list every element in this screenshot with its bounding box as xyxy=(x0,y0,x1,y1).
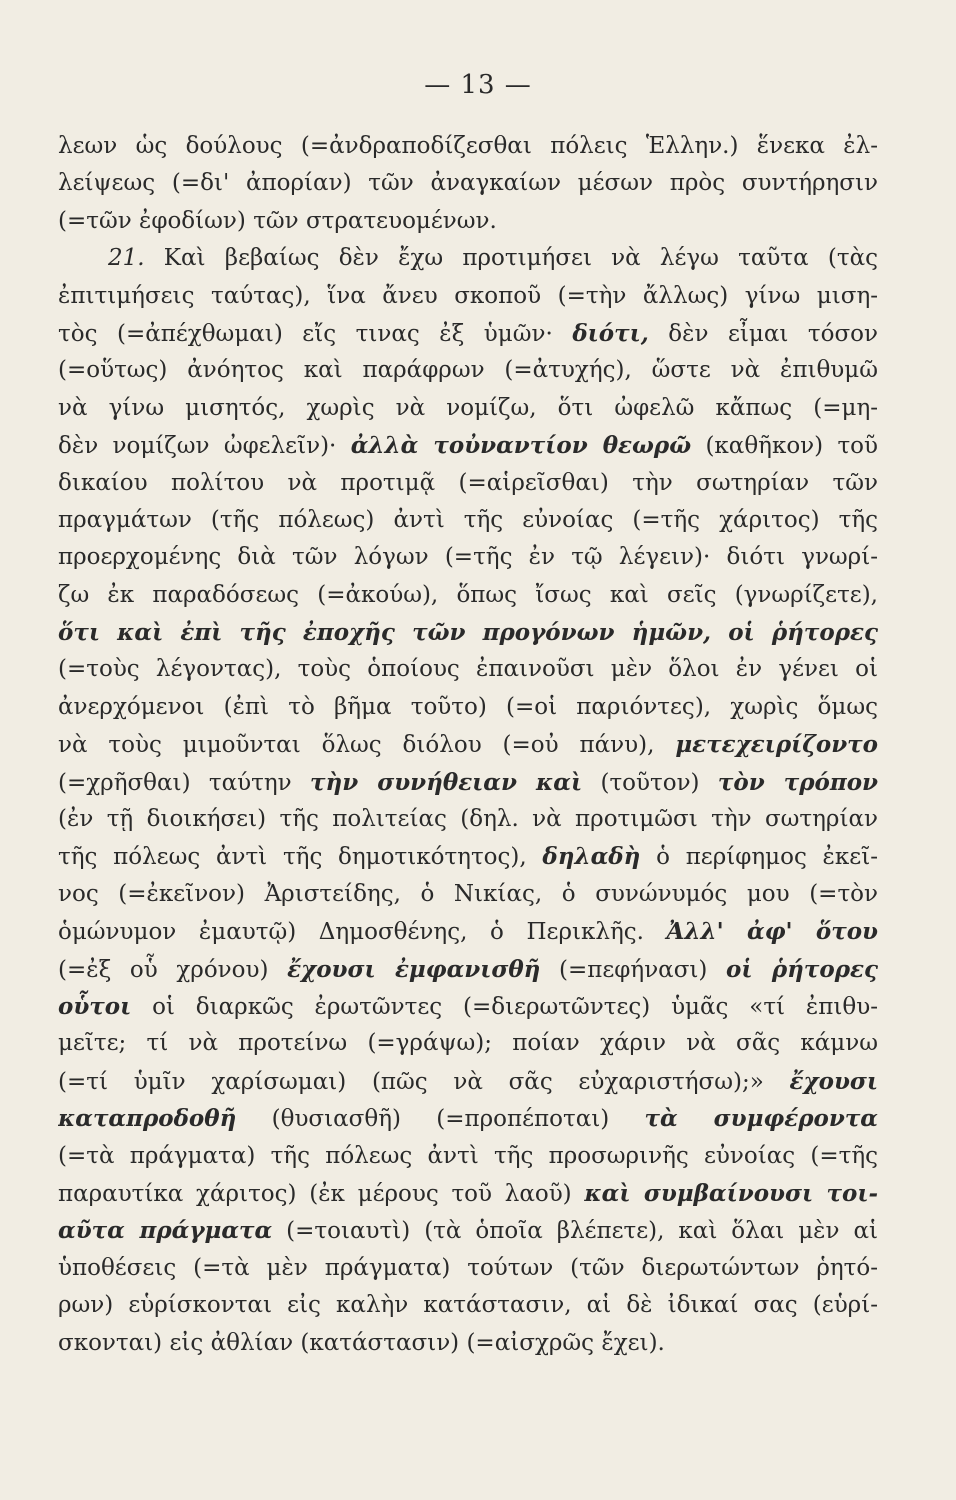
text-line xyxy=(58,352,878,389)
text-segment: (=τί ὑμῖν χαρίσωμαι) (πῶς νὰ σᾶς εὐχαριστήσω);» xyxy=(58,1068,790,1095)
text-line xyxy=(58,240,878,277)
text-segment: (=τοὺς λέγοντας), τοὺς ὁποίους ἐπαινοῦσι μὲν ὅλοι ἐν γένει οἱ xyxy=(58,656,878,683)
emphasis-text: οἱ ῥήτορες xyxy=(726,955,878,983)
text-line xyxy=(58,465,878,502)
text-line xyxy=(58,1138,878,1175)
text-segment: Καὶ βεβαίως δὲν ἔχω προτιμήσει νὰ λέγω ταῦτα (τὰς xyxy=(144,245,878,272)
text-segment: τὸς (=ἀπέχθωμαι) εἴς τινας ἐξ ὑμῶν· xyxy=(58,320,573,347)
text-line xyxy=(58,315,878,352)
section-number: 21. xyxy=(108,245,145,272)
text-segment: (τοῦτον) xyxy=(582,769,718,796)
text-segment: μεῖτε; τί νὰ προτείνω (=γράψω); ποίαν χάριν νὰ σᾶς κάμνω xyxy=(58,1030,878,1057)
text-segment: δὲν εἶμαι τόσον xyxy=(648,320,878,347)
text-line xyxy=(58,427,878,464)
text-segment: λεων ὡς δούλους (=ἀνδραποδίζεσθαι πόλεις Ἑλλην.) ἕνεκα ἐλ- xyxy=(58,133,878,159)
text-line xyxy=(58,764,878,801)
text-segment: τῆς πόλεως ἀντὶ τῆς δημοτικότητος), xyxy=(58,844,543,871)
text-line xyxy=(58,128,878,165)
emphasis-text: τὴν συνήθειαν καὶ xyxy=(310,768,583,796)
text-segment: νὰ γίνω μισητός, χωρὶς νὰ νομίζω, ὅτι ὠφελῶ κἄπως (=μη- xyxy=(58,394,878,421)
text-line xyxy=(58,726,878,763)
text-line xyxy=(58,913,878,950)
text-line xyxy=(58,838,878,875)
text-line xyxy=(58,203,878,240)
emphasis-text: διότι, xyxy=(572,319,649,347)
text-line xyxy=(58,539,878,576)
text-line xyxy=(58,1287,878,1324)
text-segment: (=χρῆσθαι) ταύτην xyxy=(58,769,311,796)
text-segment: (=ἐξ οὗ χρόνου) xyxy=(58,956,288,983)
text-segment: ἐπιτιμήσεις ταύτας), ἵνα ἄνευ σκοποῦ (=τὴν ἄλλως) γίνω μιση- xyxy=(58,282,878,309)
text-segment: (ἐν τῇ διοικήσει) τῆς πολιτείας (δηλ. νὰ προτιμῶσι τὴν σωτηρίαν xyxy=(58,806,878,833)
text-segment: ὁμώνυμον ἐμαυτῷ) Δημοσθένης, ὁ Περικλῆς. xyxy=(58,919,667,946)
text-line xyxy=(58,1250,878,1287)
text-line xyxy=(58,689,878,726)
text-segment: δικαίου πολίτου νὰ προτιμᾷ (=αἱρεῖσθαι) τὴν σωτηρίαν τῶν xyxy=(58,469,878,496)
emphasis-text: καταπροδοθῆ xyxy=(58,1105,237,1133)
page-number: — 13 — xyxy=(424,70,532,100)
text-segment: παραυτίκα χάριτος) (ἐκ μέρους τοῦ λαοῦ) xyxy=(58,1180,585,1207)
text-segment: (=πεφήνασι) xyxy=(540,956,727,983)
text-line xyxy=(58,651,878,688)
body-text xyxy=(58,128,878,1362)
text-segment: νος (=ἐκεῖνον) Ἀριστείδης, ὁ Νικίας, ὁ συνώνυμός μου (=τὸν xyxy=(58,880,878,907)
text-segment: λείψεως (=δι' ἀπορίαν) τῶν ἀναγκαίων μέσων πρὸς συντήρησιν xyxy=(58,170,878,197)
emphasis-text: καὶ συμβαίνουσι τοι- xyxy=(584,1179,878,1207)
emphasis-text: αῦτα πράγματα xyxy=(58,1217,273,1245)
emphasis-text: ἀλλὰ τοὐναντίον θεωρῶ xyxy=(350,432,692,460)
text-segment: νὰ τοὺς μιμοῦνται ὅλως διόλου (=οὐ πάνυ), xyxy=(58,732,676,759)
text-segment: οἱ διαρκῶς ἐρωτῶντες (=διερωτῶντες) ὑμᾶς «τί ἐπιθυ- xyxy=(131,993,878,1020)
text-line xyxy=(58,1100,878,1137)
emphasis-text: τὰ συμφέροντα xyxy=(644,1105,878,1133)
text-segment: (=τὰ πράγματα) τῆς πόλεως ἀντὶ τῆς προσωρινῆς εὐνοίας (=τῆς xyxy=(58,1142,878,1169)
text-line xyxy=(58,1212,878,1249)
emphasis-text: ὅτι καὶ ἐπὶ τῆς ἐποχῆς τῶν προγόνων ἡμῶν, οἱ ῥήτορες xyxy=(58,619,878,647)
emphasis-text: ἔχουσι ἐμφανισθῆ xyxy=(287,955,541,983)
text-segment: (=οὕτως) ἀνόητος καὶ παράφρων (=ἀτυχής), ὥστε νὰ ἐπιθυμῶ xyxy=(58,357,878,384)
text-line xyxy=(58,1025,878,1062)
text-segment: (θυσιασθῆ) (=προπέποται) xyxy=(236,1106,645,1133)
emphasis-text: τὸν τρόπον xyxy=(717,768,878,796)
text-line xyxy=(58,1325,878,1362)
text-segment: (καθῆκον) τοῦ xyxy=(691,433,878,460)
text-line xyxy=(58,1063,878,1100)
text-segment: σκονται) εἰς ἀθλίαν (κατάστασιν) (=αἰσχρῶς ἔχει). xyxy=(58,1329,665,1356)
text-segment: πραγμάτων (τῆς πόλεως) ἀντὶ τῆς εὐνοίας (=τῆς χάριτος) τῆς xyxy=(58,506,878,533)
emphasis-text: ἔχουσι xyxy=(789,1067,878,1095)
text-segment: ζω ἐκ παραδόσεως (=ἀκούω), ὅπως ἴσως καὶ σεῖς (γνωρίζετε), xyxy=(58,581,878,608)
text-line xyxy=(58,278,878,315)
text-line xyxy=(58,951,878,988)
text-segment: ρων) εὑρίσκονται εἰς καλὴν κατάστασιν, αἱ δὲ ἰδικαί σας (εὑρί- xyxy=(58,1292,878,1319)
emphasis-text: οὗτοι xyxy=(58,992,132,1020)
text-line xyxy=(58,502,878,539)
text-segment: (=τῶν ἐφοδίων) τῶν στρατευομένων. xyxy=(58,207,497,234)
text-segment: ὑποθέσεις (=τὰ μὲν πράγματα) τούτων (τῶν διερωτώντων ῥητό- xyxy=(58,1254,878,1281)
text-line xyxy=(58,876,878,913)
text-line xyxy=(58,577,878,614)
text-segment: προερχομένης διὰ τῶν λόγων (=τῆς ἐν τῷ λέγειν)· διότι γνωρί- xyxy=(58,544,878,571)
text-line xyxy=(58,614,878,651)
text-line xyxy=(58,801,878,838)
text-segment: (=τοιαυτὶ) (τὰ ὁποῖα βλέπετε), καὶ ὅλαι μὲν αἱ xyxy=(272,1218,878,1245)
emphasis-text: δηλαδὴ xyxy=(542,843,641,871)
emphasis-text: Ἀλλ' ἀφ' ὅτου xyxy=(666,918,878,946)
text-segment: ἀνερχόμενοι (ἐπὶ τὸ βῆμα τοῦτο) (=οἱ παριόντες), χωρὶς ὅμως xyxy=(58,693,878,720)
text-segment: δὲν νομίζων ὠφελεῖν)· xyxy=(58,433,351,460)
text-line xyxy=(58,165,878,202)
text-segment: ὁ περίφημος ἐκεῖ- xyxy=(640,844,878,871)
text-line xyxy=(58,988,878,1025)
text-line xyxy=(58,390,878,427)
emphasis-text: μετεχειρίζοντο xyxy=(675,731,878,759)
text-line xyxy=(58,1175,878,1212)
